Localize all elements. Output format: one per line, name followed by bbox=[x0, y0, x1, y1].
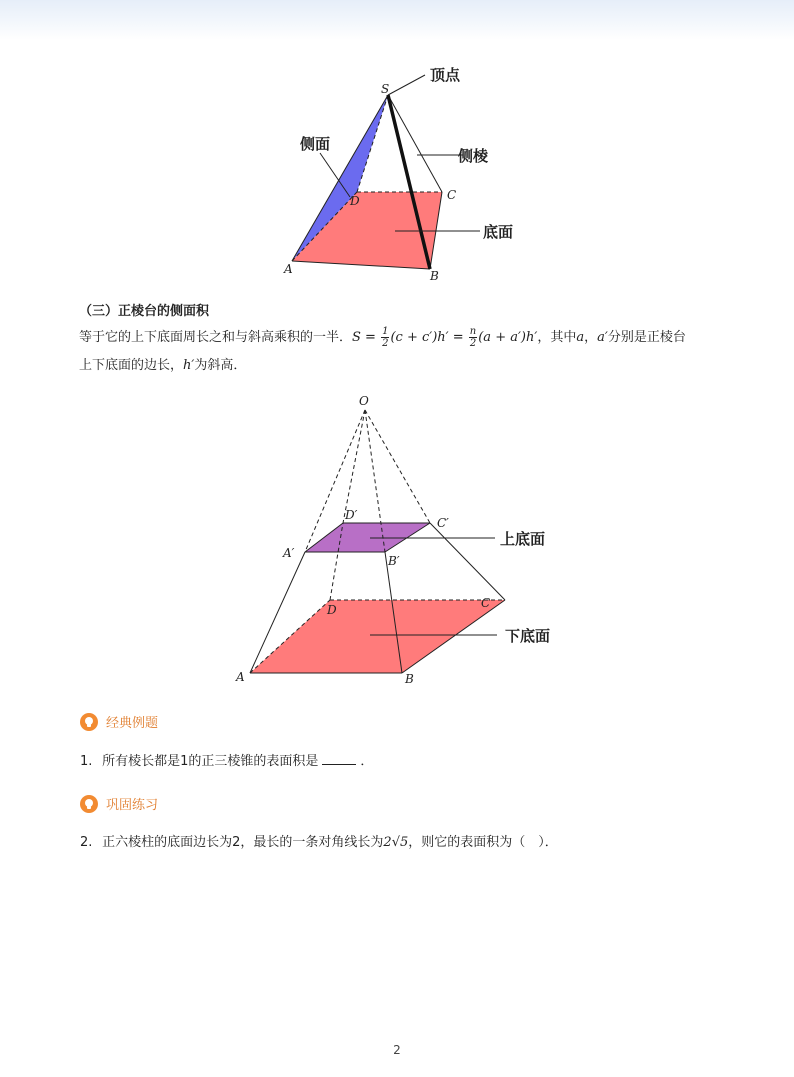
label-A-prime: A′ bbox=[283, 546, 295, 560]
fraction-numerator: n bbox=[469, 326, 477, 337]
practice-tag-label: 巩固练习 bbox=[106, 798, 159, 813]
text-respectively: 分别是正棱台 bbox=[607, 330, 686, 345]
label-A: A bbox=[236, 670, 245, 684]
fraction-numerator: 1 bbox=[382, 326, 389, 337]
fraction-denominator: 2 bbox=[469, 338, 477, 349]
callout-upper-base: 上底面 bbox=[500, 530, 546, 548]
symbol-a: a bbox=[576, 330, 585, 345]
answer-blank bbox=[322, 752, 356, 765]
lightbulb-icon bbox=[80, 713, 98, 731]
question-text: 正六棱柱的底面边长为2，最长的一条对角线长为 bbox=[102, 835, 384, 850]
label-C-prime: C′ bbox=[437, 516, 449, 530]
question-text: 所有棱长都是1的正三棱锥的表面积是 bbox=[102, 754, 319, 769]
label-D-prime: D′ bbox=[345, 508, 358, 522]
formula-eq1: = bbox=[360, 330, 381, 345]
examples-tag bbox=[80, 712, 158, 731]
text-slant-height: 为斜高． bbox=[194, 358, 247, 373]
fraction-one-half bbox=[381, 326, 389, 349]
question-1 bbox=[80, 750, 373, 769]
fraction-n-half bbox=[469, 326, 477, 349]
label-B: B bbox=[430, 269, 439, 283]
frustum-figure bbox=[225, 385, 585, 695]
question-number: 2. bbox=[80, 835, 93, 850]
formula-part1: (c + c′)h′ bbox=[390, 330, 449, 345]
symbol-h-prime: h′ bbox=[183, 358, 195, 373]
callout-apex: 顶点 bbox=[430, 66, 461, 84]
section-heading: （三）正棱台的侧面积 bbox=[79, 304, 210, 319]
symbol-a-prime: a′ bbox=[597, 330, 608, 345]
text-sep: ， bbox=[584, 330, 598, 345]
callout-lateral-face: 侧面 bbox=[300, 135, 331, 153]
text-where: ，其中 bbox=[537, 330, 577, 345]
formula-eq2: = bbox=[448, 330, 468, 345]
label-S: S bbox=[381, 82, 390, 96]
fraction-denominator: 2 bbox=[382, 338, 389, 349]
page-number: 2 bbox=[393, 1043, 401, 1057]
definition-text: 等于它的上下底面周长之和与斜高乘积的一半． bbox=[79, 330, 353, 345]
label-C: C bbox=[447, 188, 457, 202]
diagonal-value: 2√5 bbox=[383, 835, 409, 850]
edge-SC bbox=[388, 95, 442, 192]
callout-base: 底面 bbox=[483, 223, 514, 241]
formula-S: S bbox=[352, 330, 361, 345]
question-2 bbox=[80, 831, 558, 850]
callout-line-apex bbox=[388, 75, 425, 95]
formula-paragraph-line2 bbox=[79, 356, 246, 376]
pyramid-figure bbox=[270, 55, 550, 290]
question-number: 1. bbox=[80, 754, 93, 769]
lower-base-face bbox=[250, 600, 505, 673]
question-text-end: ，则它的表面积为（ ）． bbox=[408, 835, 558, 850]
label-B-prime: B′ bbox=[388, 554, 400, 568]
edge-CC1 bbox=[430, 523, 505, 600]
callout-lower-base: 下底面 bbox=[505, 627, 551, 645]
label-C: C bbox=[481, 596, 491, 610]
label-D: D bbox=[350, 194, 360, 208]
label-B: B bbox=[405, 672, 414, 686]
label-O: O bbox=[359, 394, 369, 408]
header-band bbox=[0, 0, 794, 40]
formula-paragraph-line1 bbox=[79, 326, 686, 349]
formula-part2: (a + a′)h′ bbox=[478, 330, 538, 345]
question-end: ． bbox=[360, 754, 374, 769]
text-edges: 上下底面的边长， bbox=[79, 358, 184, 373]
dash-OD1 bbox=[343, 410, 365, 523]
dash-OC1 bbox=[365, 410, 430, 523]
lightbulb-icon bbox=[80, 795, 98, 813]
examples-tag-label: 经典例题 bbox=[106, 716, 159, 731]
label-D: D bbox=[327, 603, 337, 617]
label-A: A bbox=[284, 262, 293, 276]
callout-lateral-edge: 侧棱 bbox=[458, 147, 489, 165]
practice-tag bbox=[80, 794, 158, 813]
